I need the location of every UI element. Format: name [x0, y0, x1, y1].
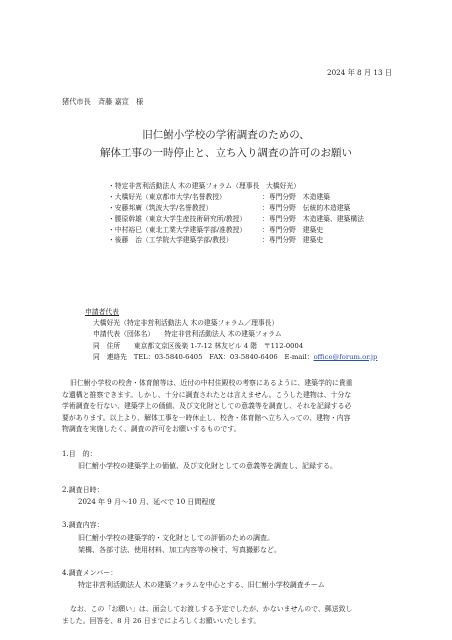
member-name: ・大橋好光（東京都市大学/名誉教授） — [108, 192, 226, 201]
section-heading: 1.目 的： — [62, 450, 97, 458]
section-line: 2024 年 9 月〜10 月、延べで 10 日間程度 — [78, 498, 216, 506]
body-line: 物調査を実施したく、調査の許可をお願いするものです。 — [62, 425, 241, 434]
body-line: な遺構と推察できます。しかし、十分に調査されたとは言えません。こうした建物は、十分な — [62, 390, 352, 399]
member-name: ・後藤 治（工学院大学建築学部/教授） — [108, 236, 233, 245]
section-body — [78, 461, 337, 473]
applicant-block — [85, 307, 377, 363]
contact-text: 同 連絡先 TEL：03-5840-6405 FAX：03-5840-6406 E-mail： — [93, 352, 314, 361]
title-line-1: 旧仁鮒小学校の学術調査のための、 — [142, 129, 310, 141]
addressee: 猪代市長 斉藤 嘉宣 様 — [62, 97, 144, 106]
title-line-2: 解体工事の一時停止と、立ち入り調査の許可のお願い — [100, 147, 352, 159]
member-name: ・特定非営利活動法人 木の建築フォラム（理事長 大橋好光） — [108, 182, 301, 190]
closing-paragraph — [62, 604, 400, 627]
member-name: ・腰原幹雄（東京大学生産技術研究所/教授） — [108, 214, 247, 223]
section-body — [78, 497, 215, 509]
section-line: 旧仁鮒小学校の建築学上の価値、及び文化財としての意義等を調査し、記録する。 — [78, 462, 337, 470]
section-heading: 3.調査内容： — [62, 521, 104, 529]
member-name: ・安藤邦廣（筑波大学/名誉教授） — [108, 203, 213, 212]
section-body — [78, 580, 325, 592]
applicant-representative: 大橋好光（特定非営利活動法人 木の建築フォラム／理事長） — [93, 319, 279, 328]
body-line: 学術調査を行ない、建築学上の価値、及び文化財としての意義等を調査し、それを記録する必 — [62, 402, 352, 411]
email-link[interactable]: office@forum.or.jp — [313, 352, 378, 361]
member-role: ：専門分野 建築史 — [262, 225, 324, 234]
letter-date: 2024 年 8 月 13 日 — [327, 68, 392, 77]
applicant-group: 申請代表（団体名） 特定非営利活動法人 木の建築フォラム — [93, 330, 282, 339]
body-line: 旧仁鮒小学校の校舎・体育館等は、近付の中村住殿校の考察にあるように、建築学的に貴重 — [70, 379, 353, 387]
closing-line: なお、この「お願い」は、面会してお渡しする予定でしたが、かないませんので、郵送致し — [70, 605, 353, 613]
section-heading: 4.調査メンバー： — [62, 569, 118, 577]
closing-line: ました。回答を、8 月 26 日までによろしくお願いいたします。 — [62, 616, 261, 625]
applicant-heading: 申請者代表 — [85, 308, 119, 316]
applicant-contact — [85, 352, 377, 363]
section-heading: 2.調査日時： — [62, 486, 104, 494]
member-role: ：専門分野 木造建築、建築構法 — [262, 214, 364, 223]
body-paragraph — [62, 378, 400, 436]
member-role: ：専門分野 木造建築 — [262, 192, 330, 201]
section-body — [78, 533, 281, 556]
section-line: 旧仁鮒小学校の建築学的・文化財としての評価のための調査。 — [78, 534, 274, 542]
section-line: 特定非営利活動法人 木の建築フォラムを中心とする、旧仁鮒小学校調査チーム — [78, 581, 325, 589]
applicant-address: 同 住所 東京都文京区後楽 1-7-12 林友ビル 4 階 〒112-0004 — [93, 341, 304, 350]
member-role: ：専門分野 伝統的木造建築 — [262, 203, 351, 212]
section-line: 架構、各部寸法、使用材料、加工内容等の検寸、写真撮影など。 — [78, 545, 281, 554]
body-line: 要があります。以上より、解体工事を一時休止し、校舎・体育館へ立ち入っての、建物・内容 — [62, 413, 351, 422]
member-name: ・中村裕巳（東北工業大学建築学部/准教授） — [108, 225, 247, 234]
member-role: ：専門分野 建築史 — [262, 236, 324, 245]
